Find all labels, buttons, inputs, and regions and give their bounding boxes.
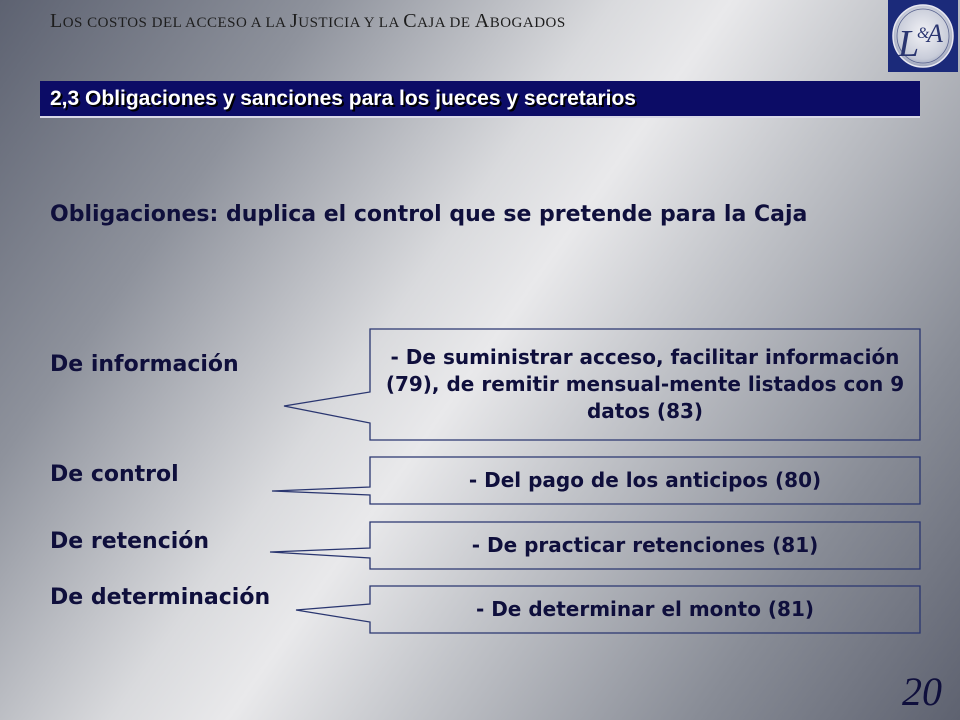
callout-retencion: - De practicar retenciones (81) [471,533,819,557]
intro-text: Obligaciones: duplica el control que se pretende para la Caja [50,202,808,227]
svg-text:L: L [898,23,920,65]
category-control: De control [50,462,179,487]
category-retencion: De retención [50,529,210,554]
callout-control: - Del pago de los anticipos (80) [468,468,822,492]
header-title: LOS COSTOS DEL ACCESO A LA JUSTICIA Y LA CAJA DE ABOGADOS [50,10,566,32]
category-informacion: De información [50,352,239,377]
callout-determinacion: - De determinar el monto (81) [475,597,815,621]
section-title: 2,3 Obligaciones y sanciones para los jueces y secretarios [50,86,636,110]
callout-informacion: - De suministrar acceso, facilitar información (79), de remitir mensual-mente listados con 9 datos (83) [385,345,905,423]
svg-text:&: & [917,25,930,42]
page-number: 20 [902,669,942,714]
svg-text:A: A [927,19,943,48]
category-determinacion: De determinación [50,585,271,610]
